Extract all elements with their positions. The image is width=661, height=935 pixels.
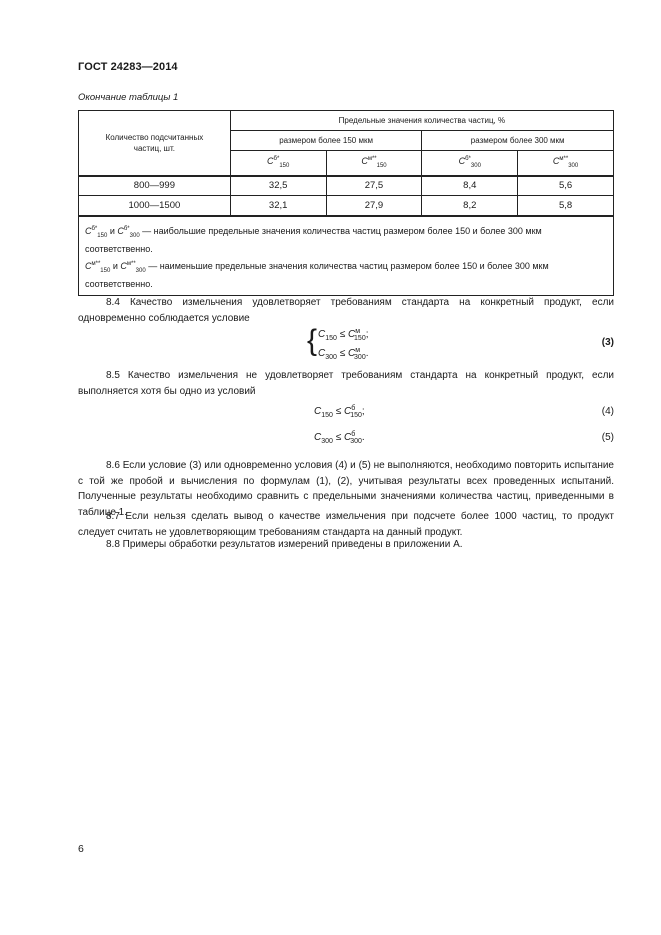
row-value: 32,5: [230, 176, 326, 196]
row-value: 27,9: [326, 196, 422, 216]
header-size-150: размером более 150 мкм: [230, 131, 422, 151]
paragraph-8-5: 8.5 Качество измельчения не удовлетворяет требованиям стандарта на конкретный продукт, если выполняется хотя бы одно из условий: [78, 370, 614, 397]
equation-number-5: (5): [601, 432, 614, 443]
row-value: 5,8: [518, 196, 614, 216]
table-caption: Окончание таблицы 1: [78, 92, 179, 103]
page-number: 6: [78, 843, 84, 855]
limits-table: [78, 110, 614, 296]
symbol-c300-m: $C^{м**}_{300}$: [518, 151, 614, 176]
equation-5: $C_{300} \le C^б_{300}$.: [314, 431, 365, 445]
table-note: [79, 216, 614, 296]
paragraph-8-8: 8.8 Примеры обработки результатов измерений приведены в приложении А.: [106, 539, 463, 550]
header-size-300: размером более 300 мкм: [422, 131, 614, 151]
table-row: [79, 196, 614, 216]
row-value: 8,2: [422, 196, 518, 216]
row-count: 800—999: [79, 176, 231, 196]
row-value: 8,4: [422, 176, 518, 196]
header-limits: Предельные значения количества частиц, %: [230, 111, 613, 131]
symbol-c150-m: $C^{м**}_{150}$: [326, 151, 422, 176]
equation-4: $C_{150} \le C^б_{150}$;: [314, 405, 365, 419]
row-value: 32,1: [230, 196, 326, 216]
system-brace: {: [307, 324, 318, 357]
paragraph-8-7: 8.7 Если нельзя сделать вывод о качестве измельчения при подсчете более 1000 частиц, то продукт следует считать не удовлетворяющим требованиям стандарта на данный продукт.: [78, 511, 614, 538]
equation-3-line-2: $C_{300} \le C^м_{300}$.: [318, 347, 369, 361]
note-line-1: $C^{б*}_{150}$ и $C^{б*}_{300}$ — наибольшие предельные значения количества частиц размером более 150 и более 300 мкм соответственно.: [85, 225, 542, 254]
paragraph-8-6: 8.6 Если условие (3) или одновременно условия (4) и (5) не выполняются, необходимо повторить испытание с той же пробой и вычисления по формулам (1), (2), учитывая результаты всех проведенных испытаний. Полученные результаты необходимо сравнить с предельными значениями количества частиц, приведенными в таблице 1.: [78, 460, 614, 518]
symbol-c300-b: $C^{б*}_{300}$: [422, 151, 518, 176]
equation-number-4: (4): [601, 406, 614, 417]
equation-3-line-1: $C_{150} \le C^м_{150}$;: [318, 328, 369, 342]
equation-number-3: (3): [601, 337, 614, 348]
note-line-2: $C^{м**}_{150}$ и $C^{м**}_{300}$ — наименьшие предельные значения количества частиц размером более 150 и более 300 мкм соответственно.: [85, 260, 549, 289]
row-value: 5,6: [518, 176, 614, 196]
row-value: 27,5: [326, 176, 422, 196]
header-count: Количество подсчитанных частиц, шт.: [79, 111, 231, 176]
symbol-c150-b: $C^{б*}_{150}$: [230, 151, 326, 176]
row-count: 1000—1500: [79, 196, 231, 216]
document-header: ГОСТ 24283—2014: [78, 61, 178, 73]
paragraph-8-4: 8.4 Качество измельчения удовлетворяет требованиям стандарта на конкретный продукт, если одновременно соблюдается условие: [78, 297, 614, 324]
table-row: [79, 176, 614, 196]
